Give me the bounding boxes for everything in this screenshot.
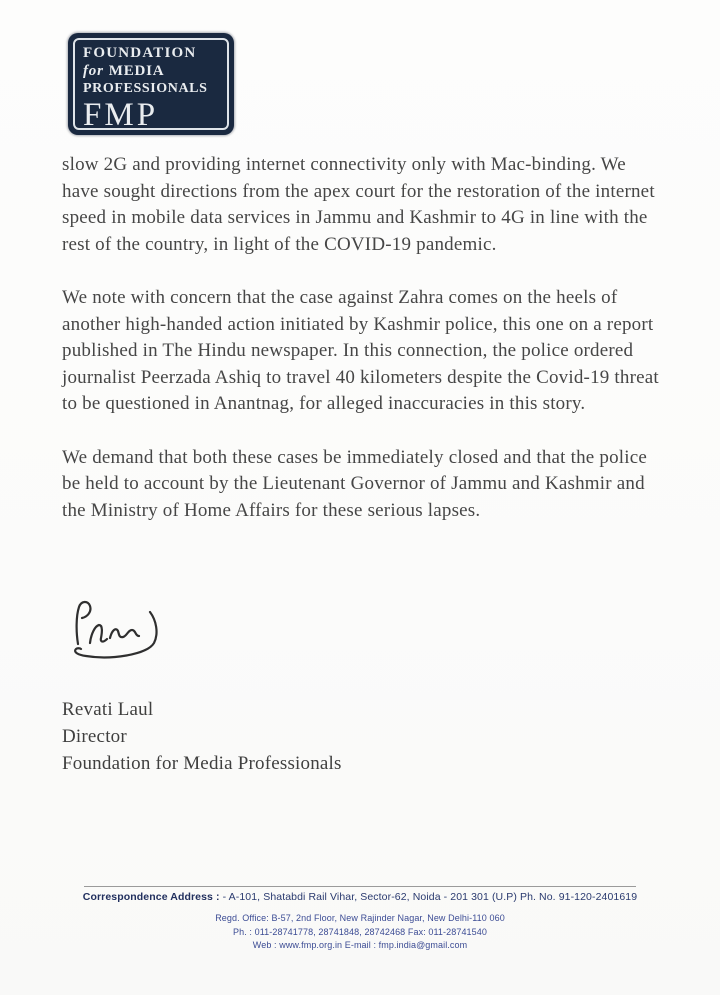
letterhead-footer: [0, 886, 720, 953]
paragraph-demand: We demand that both these cases be immediately closed and that the police be held to account by the Lieutenant Governor of Jammu and Kashmir and the Ministry of Home Affairs for these serious lapses.: [62, 446, 647, 521]
footer-divider: [84, 886, 636, 887]
logo-text-for-media: [83, 62, 220, 80]
logo-text-media: MEDIA: [108, 63, 165, 79]
fmp-logo-inner-frame: [73, 38, 229, 133]
logo-text-professionals: PROFESSIONALS: [83, 81, 208, 96]
correspondence-address-line: [0, 891, 720, 903]
paragraph-internet-restoration: slow 2G and providing internet connectivity only with Mac-binding. We have sought directions from the apex court for the restoration of the internet speed in mobile data services in Jammu and Kashmir to 4G in line with the rest of the country, in light of the COVID-19 pandemic.: [62, 154, 655, 255]
signatory-block: [62, 696, 342, 777]
correspondence-address-label: Correspondence Address :: [82, 891, 220, 903]
fmp-logo: [68, 33, 234, 135]
letter-body: [62, 152, 662, 551]
regd-office-line: Regd. Office: B-57, 2nd Floor, New Rajinder Nagar, New Delhi-110 060: [215, 913, 505, 923]
logo-acronym-fmp: FMP: [83, 97, 159, 133]
paragraph-zahra-case: We note with concern that the case against Zahra comes on the heels of another high-handed action initiated by Kashmir police, this one on a report published in The Hindu newspaper. In this connection, the police ordered journalist Peerzada Ashiq to travel 40 kilometers despite the Covid-19 threat to be questioned in Anantnag, for alleged inaccuracies in this story.: [62, 287, 659, 414]
web-email-line: Web : www.fmp.org.in E-mail : fmp.india@gmail.com: [252, 940, 468, 950]
signatory-name: Revati Laul: [62, 699, 154, 720]
logo-text-foundation: FOUNDATION: [83, 45, 197, 61]
logo-text-for: for: [83, 63, 104, 79]
signatory-title: Director: [62, 726, 127, 747]
phone-fax-line: Ph. : 011-28741778, 28741848, 28742468 Fax: 011-28741540: [233, 926, 487, 937]
signatory-organization: Foundation for Media Professionals: [62, 753, 342, 774]
correspondence-address-value: - A-101, Shatabdi Rail Vihar, Sector-62, Noida - 201 301 (U.P) Ph. No. 91-120-2401619: [222, 891, 638, 903]
handwritten-signature: [62, 596, 182, 666]
